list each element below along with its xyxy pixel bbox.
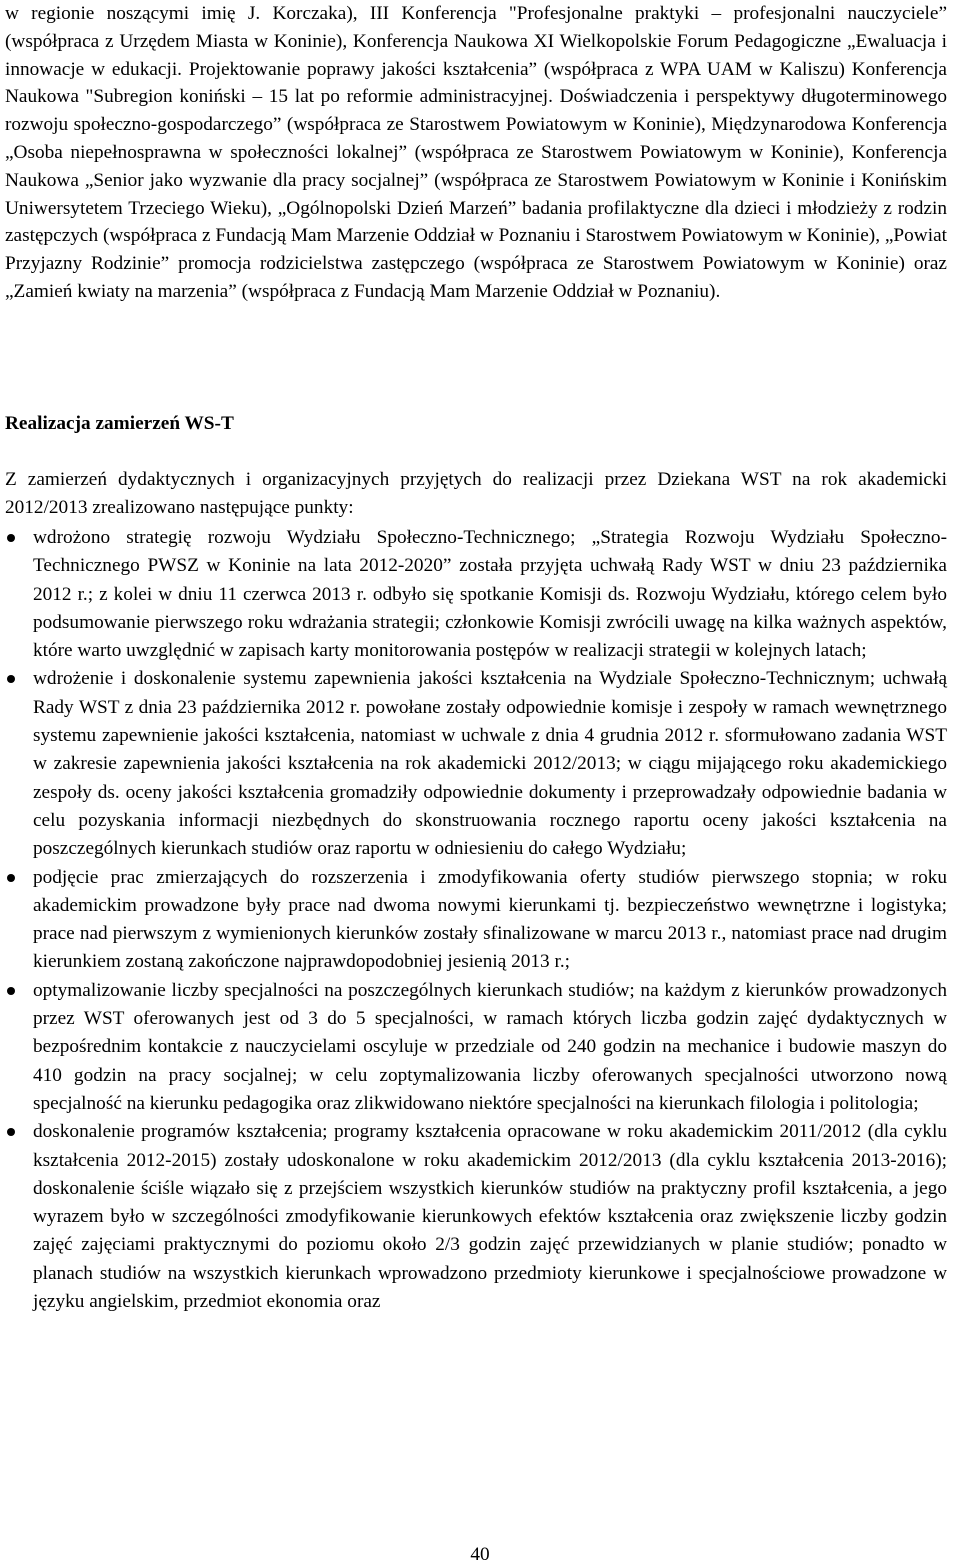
list-item bbox=[5, 1118, 947, 1316]
list-item-text: podjęcie prac zmierzających do rozszerzenia i zmodyfikowania oferty studiów pierwszego stopnia; w roku akademickim prowadzone były prace nad dwoma nowymi kierunkami tj. bezpieczeństwo wewnętrzne i logistyka; prace nad pierwszym z wymienionych kierunków zostały sfinalizowane w marcu 2013 r., natomiast prace nad drugim kierunkiem zostaną zakończone najprawdopodobniej jesienią 2013 r.; bbox=[33, 866, 947, 973]
list-item-text: wdrożenie i doskonalenie systemu zapewnienia jakości kształcenia na Wydziale Społeczno-Technicznym; uchwałą Rady WST z dnia 23 października 2012 r. powołane zostały odpowiednie komisje i zespoły w ramach wewnętrznego systemu zapewnienie jakości kształcenia, natomiast w uchwale z dnia 4 grudnia 2012 r. sformułowano zadania WST w zakresie zapewnienia jakości kształcenia na rok akademicki 2012/2013; w ciągu mijającego roku akademickiego zespoły ds. oceny jakości kształcenia gromadziły odpowiednie dokumenty i przeprowadzały odpowiednie badania w celu pozyskania informacji niezbędnych do skonstruowania rocznego raportu oceny jakości kształcenia na poszczególnych kierunkach studiów oraz raportu w odniesieniu do całego Wydziału; bbox=[33, 668, 947, 860]
opening-paragraph: w regionie noszącymi imię J. Korczaka), III Konferencja "Profesjonalne praktyki – profesjonalni nauczyciele” (współpraca z Urzędem Miasta w Koninie), Konferencja Naukowa XI Wielkopolskie Forum Pedagogiczne „Ewaluacja i innowacje w edukacji. Projektowanie poprawy jakości kształcenia” (współpraca z WPA UAM w Kaliszu) Konferencja Naukowa "Subregion koniński – 15 lat po reformie administracyjnej. Doświadczenia i perspektywy długoterminowego rozwoju społeczno-gospodarczego” (współpraca ze Starostwem Powiatowym w Koninie), Międzynarodowa Konferencja „Osoba niepełnosprawna w społeczności lokalnej” (współpraca ze Starostwem Powiatowym w Koninie), Konferencja Naukowa „Senior jako wyzwanie dla pracy socjalnej” (współpraca ze Starostwem Powiatowym w Koninie i Konińskim Uniwersytetem Trzeciego Wieku), „Ogólnopolski Dzień Marzeń” badania profilaktyczne dla dzieci i młodzieży z rodzin zastępczych (współpraca z Fundacją Mam Marzenie Oddział w Poznaniu i Starostwem Powiatowym w Koninie), „Powiat Przyjazny Rodzinie” promocja rodzicielstwa zastępczego (współpraca ze Starostwem Powiatowym w Koninie) oraz „Zamień kwiaty na marzenia” (współpraca z Fundacją Mam Marzenie Oddział w Poznaniu). bbox=[5, 3, 947, 302]
list-item-text: optymalizowanie liczby specjalności na poszczególnych kierunkach studiów; na każdym z kierunków prowadzonych przez WST oferowanych jest od 3 do 5 specjalności, w ramach których liczba godzin zajęć dydaktycznych w bezpośrednim kontakcie z nauczycielami oscyluje w przedziale od 240 godzin na mechanice i budowie maszyn do 410 godzin na pracy socjalnej; w celu zoptymalizowania liczby oferowanych specjalności utworzono nową specjalność na kierunku pedagogika oraz zlikwidowano niektóre specjalności na kierunkach filologia i politologia; bbox=[33, 979, 947, 1114]
list-item-text: doskonalenie programów kształcenia; programy kształcenia opracowane w roku akademickim 2011/2012 (dla cyklu kształcenia 2012-2015) zostały udoskonalone w roku akademickim 2012/2013 (dla cyklu kształcenia 2013-2016); doskonalenie ściśle wiązało się z przejściem wszystkich kierunków studiów na praktyczny profil kształcenia, a jego wyrazem było w szczególności zmodyfikowanie kierunkowych efektów kształcenia oraz zwiększenie liczby godzin zajęć zajęciami praktycznymi do poziomu około 2/3 godzin zajęć przewidzianych w planie studiów; ponadto w planach studiów na wszystkich kierunkach wprowadzono przedmioty kierunkowe i specjalnościowe prowadzone w języku angielskim, przedmiot ekonomia oraz bbox=[33, 1121, 947, 1313]
section-heading: Realizacja zamierzeń WS-T bbox=[5, 413, 234, 434]
bullet-icon bbox=[7, 534, 15, 542]
bullet-icon bbox=[7, 874, 15, 882]
list-item bbox=[5, 665, 947, 863]
list-item bbox=[5, 864, 947, 977]
bullet-icon bbox=[7, 1128, 15, 1136]
list-item-text: wdrożono strategię rozwoju Wydziału Społeczno-Technicznego; „Strategia Rozwoju Wydziału Społeczno-Technicznego PWSZ w Koninie na lata 2012-2020” została przyjęta uchwałą Rady WST w dniu 23 października 2012 r.; z kolei w dniu 11 czerwca 2013 r. odbyło się spotkanie Komisji ds. Rozwoju Wydziału, którego celem było podsumowanie pierwszego roku wdrażania strategii; członkowie Komisji zwrócili uwagę na kilka ważnych aspektów, które warto uwzględnić w zapisach karty monitorowania postępów w realizacji strategii w kolejnych latach; bbox=[33, 527, 947, 662]
bullet-icon bbox=[7, 987, 15, 995]
list-item bbox=[5, 524, 947, 665]
bullet-icon bbox=[7, 675, 15, 683]
document-page bbox=[5, 0, 947, 306]
page-number: 40 bbox=[470, 1544, 490, 1565]
bullet-list bbox=[5, 524, 947, 1316]
list-item bbox=[5, 977, 947, 1118]
intro-paragraph: Z zamierzeń dydaktycznych i organizacyjnych przyjętych do realizacji przez Dziekana WST na rok akademicki 2012/2013 zrealizowano następujące punkty: bbox=[5, 469, 947, 518]
